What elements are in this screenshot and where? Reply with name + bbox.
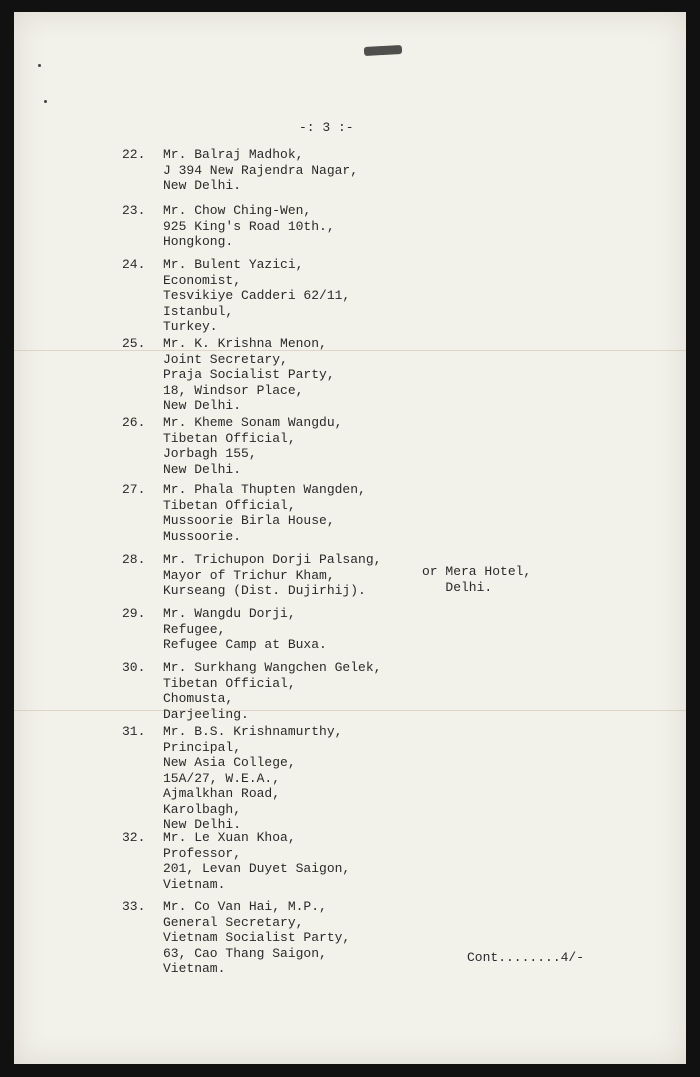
entry-address [163,257,350,335]
alternate-address-line: or Mera Hotel, [422,564,532,579]
address-line: Principal, [163,739,242,755]
entry-number: 28. [122,552,146,567]
page-number: -: 3 :- [299,120,354,135]
alternate-address-line: Delhi. [422,579,493,595]
address-line: Tibetan Official, [163,675,296,691]
entry-number: 33. [122,899,146,914]
address-line: Mr. K. Krishna Menon, [163,336,327,351]
address-line: Kurseang (Dist. Dujirhij). [163,583,366,598]
alternate-address [422,564,531,595]
address-line: Karolbagh, [163,801,242,817]
entry-address [163,899,350,977]
ink-smudge [364,45,402,56]
address-line: Mussoorie. [163,528,242,544]
ink-speck [38,64,41,67]
address-line: New Delhi. [163,817,242,832]
entry-number: 23. [122,203,146,218]
address-line: Mr. Kheme Sonam Wangdu, [163,415,343,430]
address-line: J 394 New Rajendra Nagar, [163,162,359,178]
address-line: Vietnam. [163,876,226,892]
entry-address [163,830,350,892]
entry-address [163,336,335,414]
address-line: 63, Cao Thang Saigon, [163,945,327,961]
entry-address [163,147,358,194]
entry-number: 31. [122,724,146,739]
address-line: Jorbagh 155, [163,446,257,461]
address-line: Tibetan Official, [163,430,296,446]
address-line: New Delhi. [163,398,242,413]
address-line: Mr. B.S. Krishnamurthy, [163,724,343,739]
address-line: Mr. Bulent Yazici, [163,257,304,272]
entry-number: 32. [122,830,146,845]
entry-number: 25. [122,336,146,351]
document-page [14,12,686,1064]
entry-number: 30. [122,660,146,675]
entry-address [163,724,342,833]
entry-number: 29. [122,606,146,621]
address-line: Mr. Le Xuan Khoa, [163,830,296,845]
address-line: Tibetan Official, [163,497,296,513]
address-line: Praja Socialist Party, [163,367,335,382]
entry-number: 27. [122,482,146,497]
address-line: Tesvikiye Cadderi 62/11, [163,288,351,303]
address-line: Hongkong. [163,234,234,249]
ink-speck [44,100,47,103]
entry-address [163,482,366,544]
entry-address [163,415,342,477]
address-line: New Asia College, [163,755,296,770]
address-line: New Delhi. [163,461,242,477]
address-line: Mr. Balraj Madhok, [163,147,304,162]
entry-address [163,606,327,653]
address-line: Refugee Camp at Buxa. [163,637,327,652]
address-line: New Delhi. [163,178,242,193]
address-line: Mr. Wangdu Dorji, [163,606,296,621]
entry-number: 26. [122,415,146,430]
address-line: Turkey. [163,319,218,334]
entry-number: 22. [122,147,146,162]
address-line: 18, Windsor Place, [163,382,304,398]
address-line: 201, Levan Duyet Saigon, [163,861,351,876]
entry-address [163,552,381,599]
address-line: Mr. Co Van Hai, M.P., [163,899,327,914]
address-line: Chomusta, [163,691,234,706]
address-line: Mayor of Trichur Kham, [163,567,335,583]
address-line: Mr. Chow Ching-Wen, [163,203,312,218]
address-line: Mr. Phala Thupten Wangden, [163,482,366,497]
address-line: 15A/27, W.E.A., [163,770,281,786]
address-line: 925 King's Road 10th., [163,218,335,234]
address-line: Darjeeling. [163,706,249,722]
fold-line [14,350,686,351]
address-line: Mr. Trichupon Dorji Palsang, [163,552,382,567]
address-line: Refugee, [163,621,226,637]
entry-address [163,660,381,722]
entry-address [163,203,335,250]
address-line: Economist, [163,272,242,288]
address-line: Joint Secretary, [163,351,288,367]
address-line: Vietnam Socialist Party, [163,930,351,945]
address-line: Professor, [163,845,242,861]
address-line: General Secretary, [163,914,304,930]
continuation-note: Cont........4/- [467,950,585,965]
address-line: Ajmalkhan Road, [163,786,281,801]
address-line: Vietnam. [163,961,226,976]
address-line: Mr. Surkhang Wangchen Gelek, [163,660,382,675]
address-line: Mussoorie Birla House, [163,513,335,528]
address-line: Istanbul, [163,303,234,319]
entry-number: 24. [122,257,146,272]
